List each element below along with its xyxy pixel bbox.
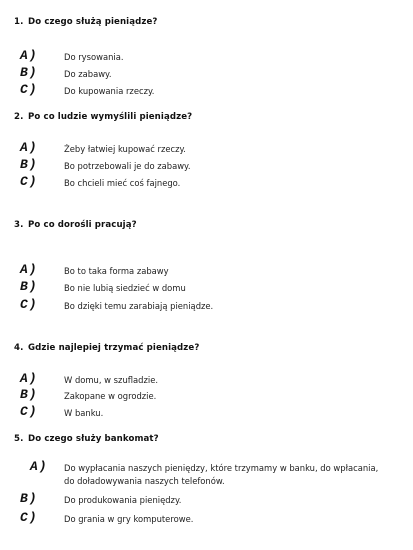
option-text: Do zabawy.: [64, 69, 112, 79]
option-text: Bo nie lubią siedzieć w domu: [64, 283, 186, 293]
option-text: Do wypłacania naszych pieniędzy, które trzymamy w banku, do wpłacania, do doładowywania naszych telefonów.: [64, 463, 379, 486]
option-text: Do produkowania pieniędzy.: [64, 495, 182, 505]
option-text: Bo to taka forma zabawy: [64, 266, 169, 276]
question-4-title: [14, 343, 199, 353]
question-number: 4.: [14, 343, 24, 353]
option-letter: B): [20, 491, 38, 506]
option-letter: B): [20, 157, 38, 172]
question-number: 2.: [14, 112, 24, 122]
option-text: Do rysowania.: [64, 52, 124, 62]
question-number: 1.: [14, 17, 24, 27]
question-text: Do czego służą pieniądze?: [28, 17, 158, 27]
option-letter: C): [20, 174, 38, 189]
question-number: 3.: [14, 220, 24, 230]
question-1-title: [14, 17, 157, 27]
option-letter: A): [20, 262, 38, 277]
option-text: Bo chcieli mieć coś fajnego.: [64, 178, 181, 188]
question-2-title: [14, 112, 192, 122]
option-text: W domu, w szufladzie.: [64, 375, 159, 385]
option-letter: C): [20, 404, 38, 419]
option-letter: B): [20, 279, 38, 294]
option-letter: C): [20, 510, 38, 525]
question-3-title: [14, 220, 137, 230]
option-letter: B): [20, 65, 38, 80]
option-text: Bo potrzebowali je do zabawy.: [64, 161, 191, 171]
question-text: Do czego służy bankomat?: [28, 434, 159, 444]
question-text: Po co dorośli pracują?: [28, 220, 137, 230]
option-text: Do grania w gry komputerowe.: [64, 514, 194, 524]
question-text: Po co ludzie wymyślili pieniądze?: [28, 112, 193, 122]
option-letter: A): [30, 459, 48, 474]
question-number: 5.: [14, 434, 24, 444]
question-5-title: [14, 434, 159, 444]
option-text: Żeby łatwiej kupować rzeczy.: [64, 144, 186, 154]
option-text: Bo dzięki temu zarabiają pieniądze.: [64, 301, 214, 311]
question-text: Gdzie najlepiej trzymać pieniądze?: [28, 343, 200, 353]
option-letter: A): [20, 140, 38, 155]
option-letter: B): [20, 387, 38, 402]
option-letter: A): [20, 371, 38, 386]
option-text: Zakopane w ogrodzie.: [64, 391, 157, 401]
option-letter: C): [20, 82, 38, 97]
option-letter: A): [20, 48, 38, 63]
option-text: W banku.: [64, 408, 104, 418]
option-text: Do kupowania rzeczy.: [64, 86, 155, 96]
option-letter: C): [20, 297, 38, 312]
